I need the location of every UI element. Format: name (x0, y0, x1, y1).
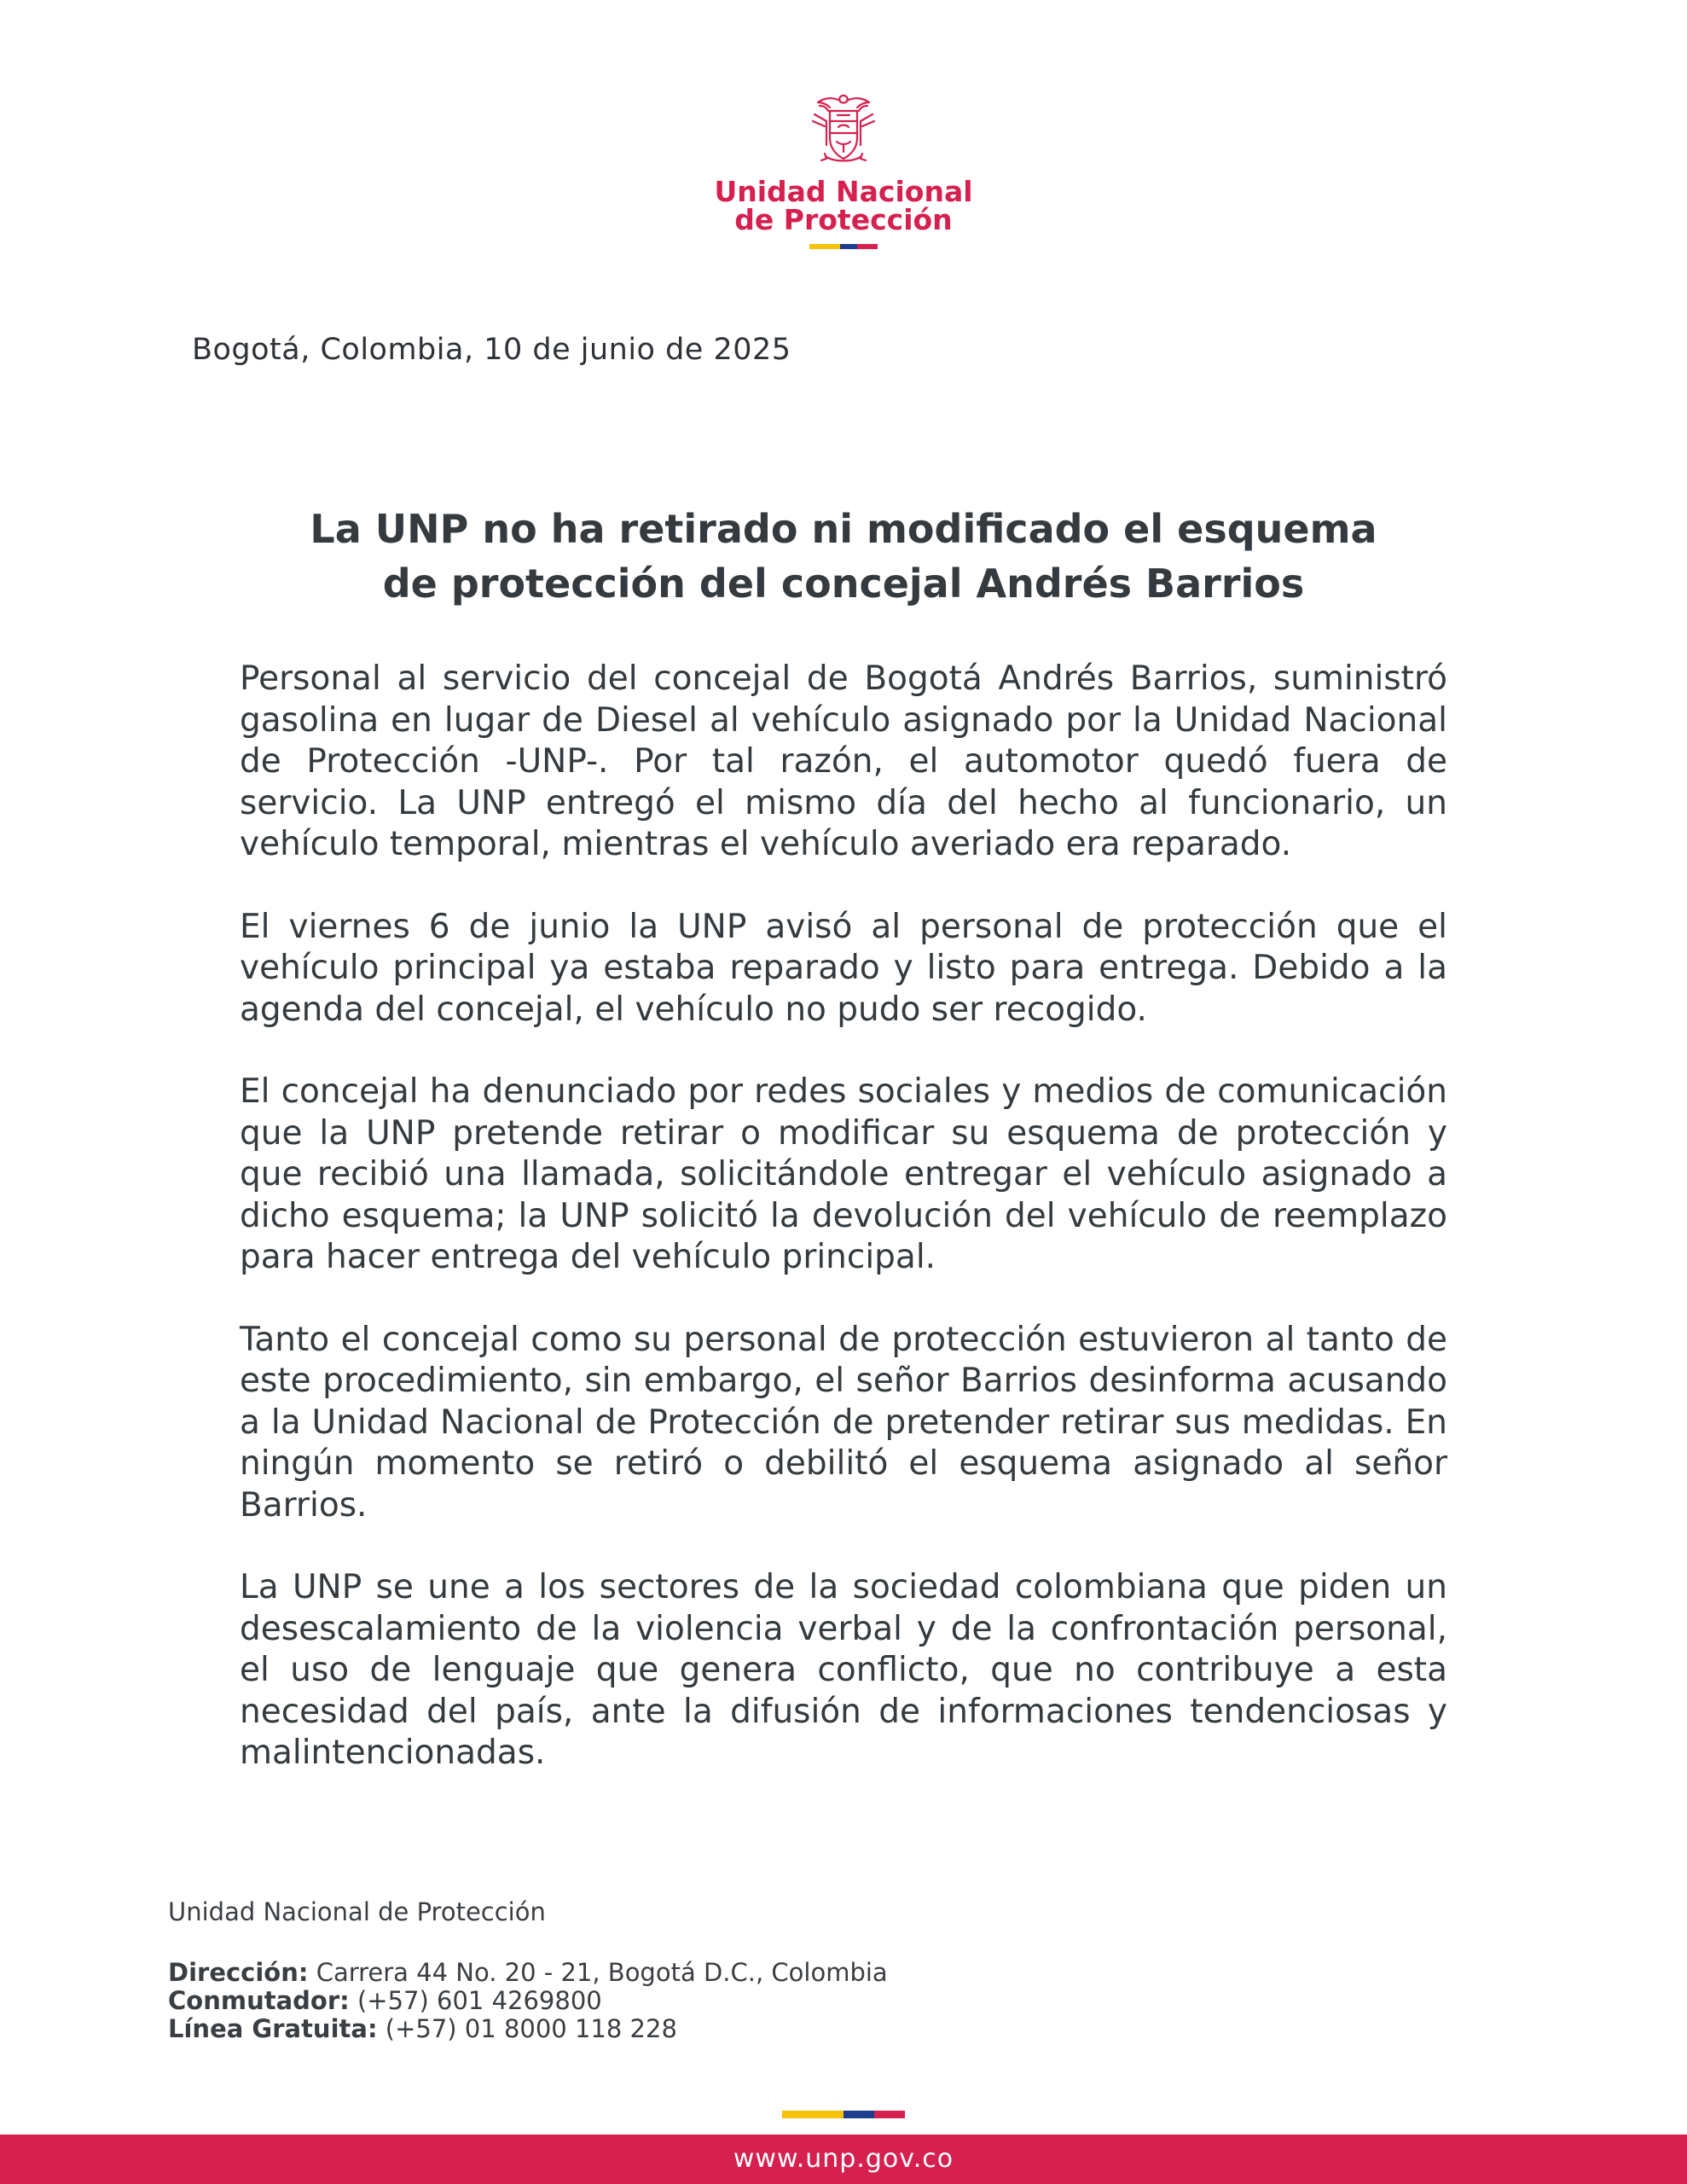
footer-phone (168, 1987, 888, 2015)
paragraph: Tanto el concejal como su personal de protección estuvieron al tanto de este procedimiento, sin embargo, el señor Barrios desinforma acusando a la Unidad Nacional de Protección de pretender retirar sus medidas. En ningún momento se retiró o debilitó el esquema asignado al señor Barrios. (240, 1320, 1447, 1525)
logo (0, 92, 1687, 249)
footer-contact (168, 1897, 888, 2043)
phone-label: Conmutador: (168, 1986, 350, 2015)
paragraph: El concejal ha denunciado por redes sociales y medios de comunicación que la UNP pretende retirar o modificar su esquema de protección y que recibió una llamada, solicitándole entregar el vehículo asignado a dicho esquema; la UNP solicitó la devolución del vehículo de reemplazo para hacer entrega del vehículo principal. (240, 1072, 1447, 1276)
flag-blue (840, 244, 857, 249)
flag-yellow (809, 244, 840, 249)
paragraph: La UNP se une a los sectores de la sociedad colombiana que piden un desescalamiento de la violencia verbal y de la confrontación personal, el uso de lenguaje que genera conflicto, que no contribuye a esta necesidad del país, ante la difusión de informaciones tendenciosas y malintencionadas. (240, 1568, 1447, 1772)
paragraph: El viernes 6 de junio la UNP avisó al personal de protección que el vehículo principal ya estaba reparado y listo para entrega. Debido a la agenda del concejal, el vehículo no pudo ser recogido. (240, 907, 1447, 1029)
flag-blue (844, 2111, 874, 2118)
press-release-body (240, 659, 1447, 1815)
footer-band (0, 2135, 1687, 2184)
flag-red (857, 244, 878, 249)
page-title (0, 502, 1687, 611)
tollfree-label: Línea Gratuita: (168, 2014, 378, 2043)
address-value: Carrera 44 No. 20 - 21, Bogotá D.C., Colombia (308, 1958, 888, 1987)
footer-tollfree (168, 2015, 888, 2043)
flag-red (874, 2111, 905, 2118)
footer-flag-stripe (782, 2111, 905, 2118)
date-line: Bogotá, Colombia, 10 de junio de 2025 (192, 333, 791, 367)
title-line1: La UNP no ha retirado ni modificado el esquema (310, 506, 1377, 552)
flag-stripe (0, 244, 1687, 249)
phone-value: (+57) 601 4269800 (349, 1986, 602, 2015)
logo-title-line1: Unidad Nacional (714, 175, 973, 208)
title-line2: de protección del concejal Andrés Barrios (382, 561, 1305, 607)
footer-org: Unidad Nacional de Protección (168, 1897, 546, 1926)
paragraph: Personal al servicio del concejal de Bogotá Andrés Barrios, suministró gasolina en lugar de Diesel al vehículo asignado por la Unidad Nacional de Protección -UNP-. Por tal razón, el automotor quedó fuera de servicio. La UNP entregó el mismo día del hecho al funcionario, un vehículo temporal, mientras el vehículo averiado era reparado. (240, 659, 1447, 863)
tollfree-value: (+57) 01 8000 118 228 (377, 2014, 677, 2043)
address-label: Dirección: (168, 1958, 309, 1987)
website-link[interactable]: www.unp.gov.co (733, 2144, 954, 2174)
flag-yellow (782, 2111, 844, 2118)
logo-title-line2: de Protección (734, 203, 953, 236)
footer-address (168, 1959, 888, 1987)
coat-of-arms-icon (809, 92, 878, 167)
